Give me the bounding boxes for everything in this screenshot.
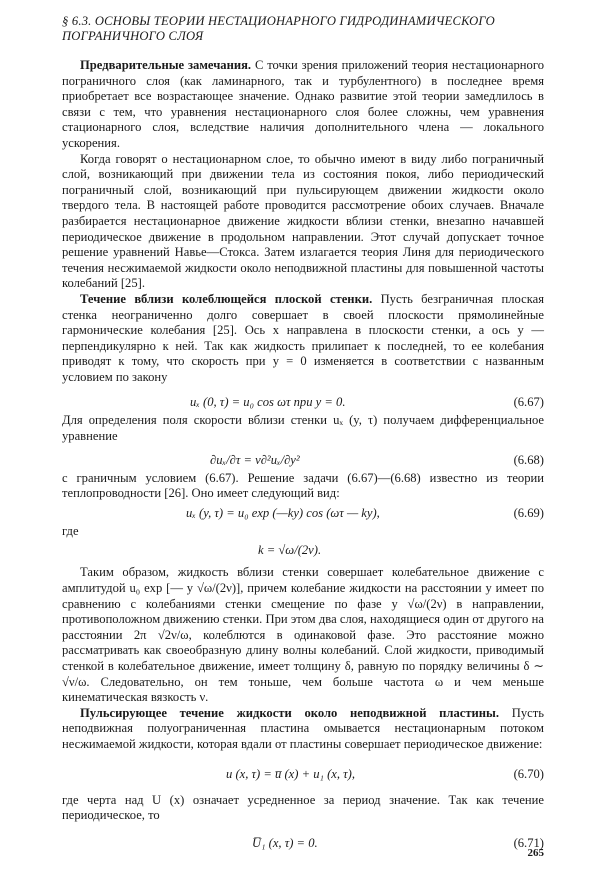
equation-6-70 — [62, 763, 544, 785]
section-heading: § 6.3. ОСНОВЫ ТЕОРИИ НЕСТАЦИОНАРНОГО ГИДРОДИНАМИЧЕСКОГО ПОГРАНИЧНОГО СЛОЯ — [62, 14, 495, 43]
where-label: где — [62, 523, 79, 538]
equation-6-69 — [62, 502, 544, 524]
paragraph-average: где черта над U (x) означает усредненное за период значение. Так как течение периодическое, то — [62, 792, 544, 823]
equation-6-67 — [62, 391, 544, 413]
paragraph-text: Пусть неподвижная полуограниченная пластина омывается нестационарным потоком несжимаемой жидкости, которая вдали от пластины совершает периодическое движение: — [62, 705, 544, 751]
page-body — [62, 14, 544, 854]
equation-formula: k = √ω/(2ν). — [258, 543, 322, 558]
equation-k — [62, 539, 544, 561]
equation-formula: uₓ (y, τ) = u₀ exp (—ky) cos (ωτ — ky), — [186, 505, 380, 520]
equation-number: (6.67) — [513, 395, 544, 410]
equation-number: (6.70) — [513, 766, 544, 781]
equation-formula: U̅₁ (x, τ) = 0. — [252, 835, 318, 850]
paragraph-lead: Пульсирующее течение жидкости около неподвижной пластины. — [80, 705, 500, 720]
paragraph-lead: Предварительные замечания. — [80, 58, 252, 72]
equation-6-71 — [62, 832, 544, 854]
paragraph-velocity-field: Для определения поля скорости вблизи стенки uₓ (y, τ) получаем дифференциальное уравнение — [62, 413, 544, 444]
equation-number: (6.68) — [513, 452, 544, 467]
paragraph-boundary-condition: с граничным условием (6.67). Решение задачи (6.67)—(6.68) известно из теории теплопроводности [26]. Оно имеет следующий вид: — [62, 470, 544, 501]
paragraph-nonstationary: Когда говорят о нестационарном слое, то обычно имеют в виду либо пограничный слой, возникающий при движении тела из состояния покоя, либо периодический пограничный слой, возникающий при пульсирующем движении жидкости около твердого тела. В настоящей работе проводится рассмотрение обоих случаев. Вначале разбирается нестационарное движение жидкости вблизи стенки, внезапно начавшей периодическое движение в продольном направлении. Этот случай допускает точное решение уравнений Навье—Стокса. Затем излагается теория Линя для периодического течения несжимаемой жидкости около неподвижной пластины для повышенной частоты колебаний [25]. — [62, 151, 544, 291]
equation-formula: uₓ (0, τ) = u₀ cos ωτ при y = 0. — [190, 395, 346, 410]
page-number: 265 — [527, 847, 544, 860]
paragraph-text: С точки зрения приложений теория нестационарного пограничного слоя (как ламинарного, так и турбулентного) в последнее время приобретает все возрастающее значение. Однако развитие этой теории замедлилось в связи с тем, что уравнения нестационарного слоя более сложны, чем уравнения стационарного слоя, вследствие наличия дополнительного члена — локального ускорения. — [62, 58, 544, 150]
paragraph-oscillating-wall — [62, 292, 544, 386]
equation-6-68 — [62, 449, 544, 471]
equation-number: (6.69) — [513, 505, 544, 520]
equation-number: (6.71) — [513, 835, 544, 850]
paragraph-pulsating-flow — [62, 706, 544, 753]
paragraph-preliminary — [62, 58, 544, 152]
paragraph-amplitude: Таким образом, жидкость вблизи стенки совершает колебательное движение с амплитудой u₀ exp [— y √ω/(2ν)], причем колебание жидкости на расстоянии y имеет по сравнению с колебаниями стенки смещение по фазе y √ω/(2ν) в направлении, противоположном движению стенки. При этом два слоя, находящиеся один от другого на расстоянии 2π √2ν/ω, колеблются в одинаковой фазе. Это расстояние можно рассматривать как своеобразную длину волны колебаний. Слой жидкости, приводимый стенкой в колебательное движение, имеет толщину δ, равную по порядку величины δ ∼ √ν/ω. Следовательно, он тем тоньше, чем больше частота ω и чем меньше кинематическая вязкость ν. — [62, 565, 544, 705]
equation-formula: ∂uₓ/∂τ = ν∂²uₓ/∂y² — [210, 452, 300, 467]
equation-formula: u (x, τ) = u̅ (x) + u₁ (x, τ), — [226, 766, 355, 781]
paragraph-lead: Течение вблизи колеблющейся плоской стенки. — [80, 291, 373, 306]
paragraph-text: Пусть безграничная плоская стенка неограниченно долго совершает в своей плоскости прямолинейные гармонические колебания [25]. Ось x направлена в плоскости стенки, а ось y — перпендикулярно к ней. Так как жидкость прилипает к последней, то ее колебания приводят к тому, что скорость при y = 0 изменяется в соответствии с названным условием по закону — [62, 291, 545, 384]
